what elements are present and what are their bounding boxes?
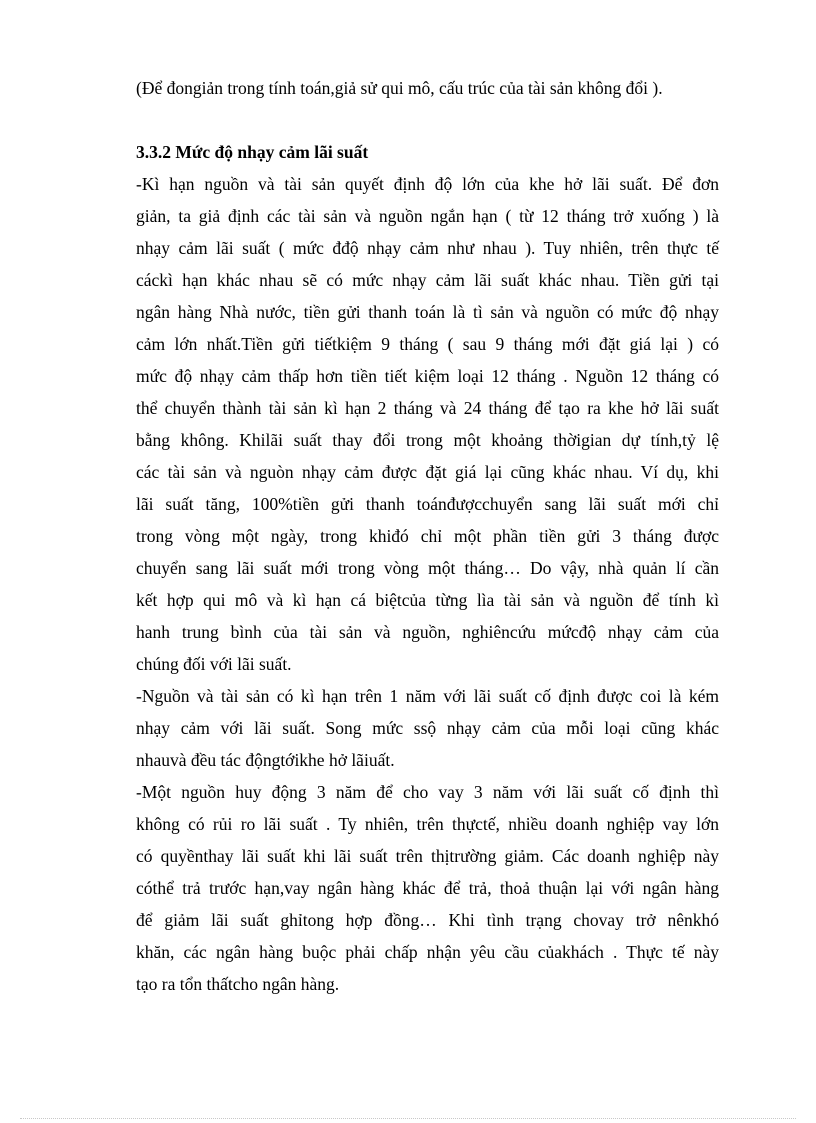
body-line: khăn, các ngân hàng buộc phải chấp nhận yêu cầu củakhách . Thực tế này [136,942,719,962]
body-line: chúng đối với lãi suất. [136,654,292,674]
body-line: cóthể trả trước hạn,vay ngân hàng khác để trả, thoả thuận lại với ngân hàng [136,878,719,898]
body-line: -Nguồn và tài sản có kì hạn trên 1 năm với lãi suất cố định được coi là kém [136,686,719,706]
body-line: nhạy cảm lãi suất ( mức đđộ nhạy cảm như nhau ). Tuy nhiên, trên thực tế [136,238,719,258]
body-line: cảm lớn nhất.Tiền gửi tiếtkiệm 9 tháng ( sau 9 tháng mới đặt giá lại ) có [136,334,719,354]
body-line: nhauvà đều tác độngtớikhe hở lãiuất. [136,750,395,770]
body-line: thể chuyển thành tài sản kì hạn 2 tháng và 24 tháng để tạo ra khe hở lãi suất [136,398,719,418]
body-line: -Kì hạn nguồn và tài sản quyết định độ lớn của khe hở lãi suất. Để đơn [136,174,719,194]
body-line: -Một nguồn huy động 3 năm để cho vay 3 năm với lãi suất cố định thì [136,782,719,802]
body-line: nhạy cảm với lãi suất. Song mức ssộ nhạy cảm của mỗi loại cũng khác [136,718,719,738]
body-line: các tài sản và nguòn nhạy cảm được đặt giá lại cũng khác nhau. Ví dụ, khi [136,462,719,482]
body-line: tạo ra tổn thấtcho ngân hàng. [136,974,340,994]
body-line: để giảm lãi suất ghỉtong hợp đồng… Khi tình trạng chovay trở nênkhó [136,910,719,930]
body-line: có quyềnthay lãi suất khi lãi suất trên thịtrường giảm. Các doanh nghiệp này [136,846,719,866]
body-line: lãi suất tăng, 100%tiền gửi thanh toánđượcchuyển sang lãi suất mới chỉ [136,494,719,514]
body-line: giản, ta giả định các tài sản và nguồn ngắn hạn ( từ 12 tháng trở xuống ) là [136,206,719,226]
body-line: hanh trung bình của tài sản và nguồn, nghiêncứu mứcđộ nhạy cảm của [136,622,719,642]
body-line: cáckì hạn khác nhau sẽ có mức nhạy cảm lãi suất khác nhau. Tiền gửi tại [136,270,719,290]
body-line: ngân hàng Nhà nước, tiền gửi thanh toán là tì sản và nguồn có mức độ nhạy [136,302,719,322]
body-line: kết hợp qui mô và kì hạn cá biệtcủa từng lìa tài sản và nguồn để tính kì [136,590,719,610]
intro-line: (Để đongiản trong tính toán,giả sử qui mô, cấu trúc của tài sản không đổi ). [136,78,663,98]
body-line: bằng không. Khilãi suất thay đổi trong một khoảng thờigian dự tính,tỷ lệ [136,430,719,450]
section-heading: 3.3.2 Mức độ nhạy cảm lãi suất [136,142,369,162]
body-line: chuyển sang lãi suất mới trong vòng một tháng… Do vậy, nhà quản lí cần [136,558,719,578]
body-line: mức độ nhạy cảm thấp hơn tiền tiết kiệm loại 12 tháng . Nguồn 12 tháng có [136,366,719,386]
page-bottom-divider [20,1118,796,1119]
body-line: không có rủi ro lãi suất . Ty nhiên, trên thựctế, nhiều doanh nghiệp vay lớn [136,814,719,834]
body-line: trong vòng một ngày, trong khiđó chỉ một phần tiền gửi 3 tháng được [136,526,719,546]
